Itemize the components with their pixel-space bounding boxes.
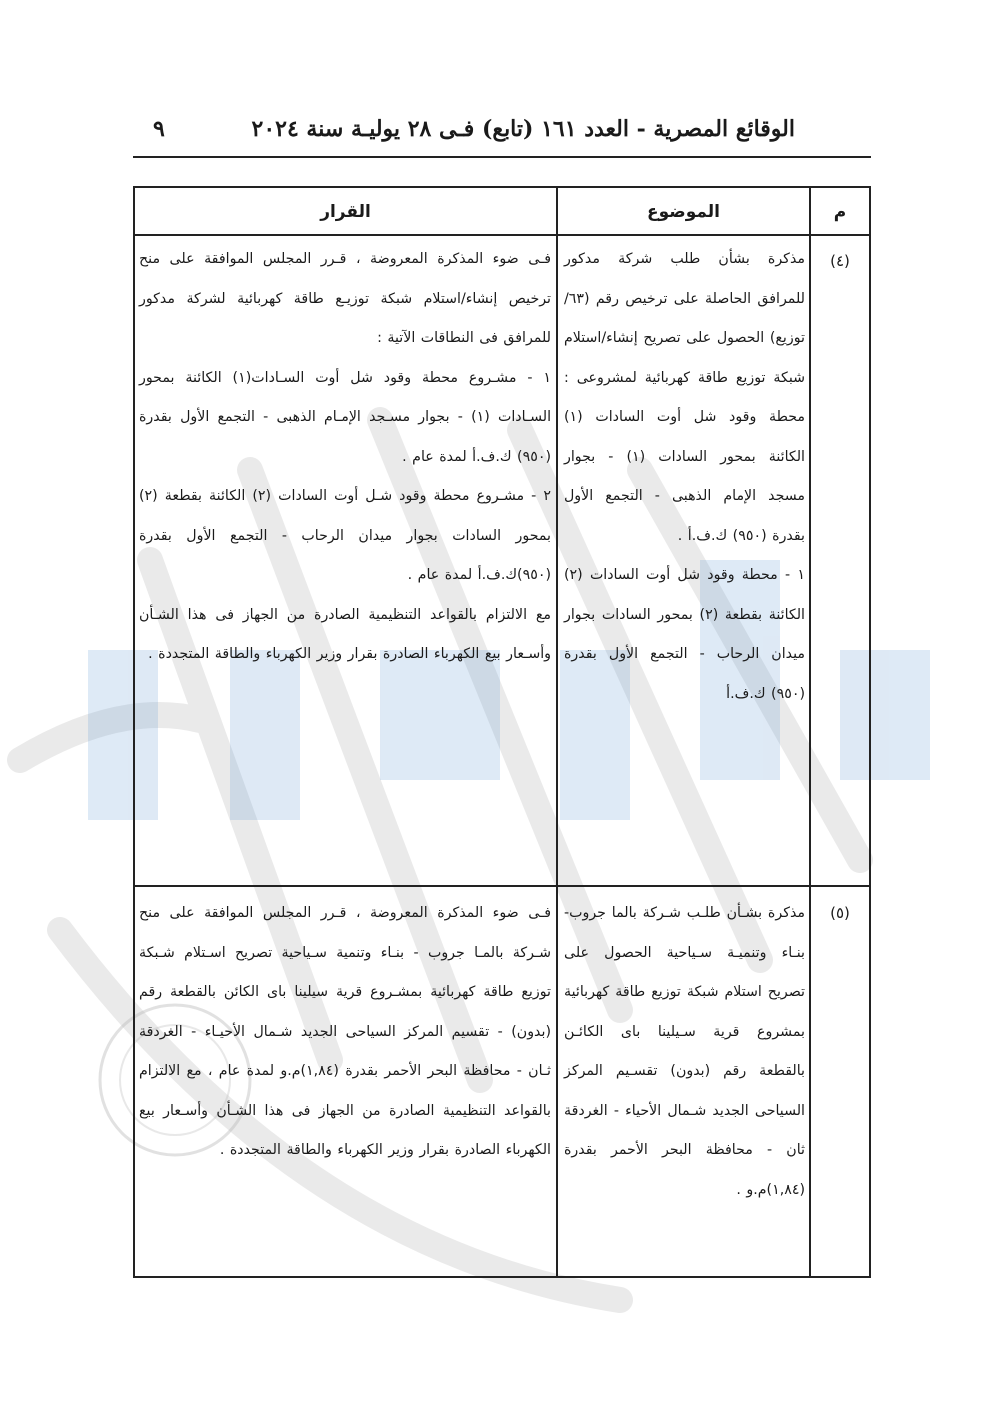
decision-paragraph: مع الالتزام بالقواعد التنظيمية الصادرة من الجهاز فى هذا الشـأن وأسـعار بيع الكهرباء الصادرة بقرار وزير الكهرباء والطاقة المتجددة . — [139, 606, 551, 662]
subject-text: مذكرة بشـأن طلـب شـركة بالما جروب-بنـاء وتنميـة سـياحية الحصول على تصريح استلام شبكة توزيع طاقة كهربائية بمشروع قرية سـيلينا باى الكائـن بالقطعة رقم (بدون) تقسـيم المركز السياحى الجديد شـمال الأحياء - الغردقة ثان - محافظة البحر الأحمر بقدرة (١,٨٤)م.و . — [564, 905, 805, 1198]
decision-paragraph: ١ - مشـروع محطة وقود شل أوت السـادات(١) الكائنة بمحور السـادات (١) - بجوار مسـجد الإمـام الذهبى - التجمع الأول بقدرة (٩٥٠) ك.ف.أ لمدة عام . — [139, 369, 552, 465]
page-header — [133, 112, 871, 158]
column-header-number: م — [833, 202, 847, 222]
page-number: ٩ — [153, 116, 165, 142]
row-subject — [564, 894, 805, 1210]
row-number: (٥) — [830, 904, 850, 922]
column-divider — [556, 188, 558, 1276]
column-divider — [809, 188, 811, 1276]
publication-title: الوقائع المصرية - العدد ١٦١ (تابع) فـى ٢٨ يوليـة سنة ٢٠٢٤ — [251, 116, 795, 142]
subject-text: مذكرة بشأن طلب شركة مدكور للمرافق الحاصلة على ترخيص رقم (٦٣/توزيع) الحصول على تصريح إنشاء/استلام شبكة توزيع طاقة كهربائية لمشروعى : محطة وقود شل أوت السادات (١) الكائنة بمحور السادات (١) - بجوار مسجد الإمام الذهبى - التجمع الأول بقدرة (٩٥٠) ك.ف.أ . — [564, 251, 805, 544]
row-divider — [135, 885, 869, 887]
decision-paragraph: فـى ضوء المذكرة المعروضة ، قـرر المجلس الموافقة على منح شـركة بالمـا جروب - بنـاء وتنمية سـياحية تصريح اسـتلام شـبكة توزيع طاقة كهربائية بمشـروع قرية سيلينا باى الكائن بالقطعة رقم (بدون) - تقسيم المركز السياحى الجديد شـمال الأحيـاء - الغردقة ثـان - محافظة البحر الأحمر بقدرة (١,٨٤)م.و لمدة عام ، مع الالتزام بالقواعد التنظيمية الصادرة من الجهاز فى هذا الشـأن وأسـعار بيع الكهرباء الصادرة بقرار وزير الكهرباء والطاقة المتجددة . — [139, 905, 551, 1158]
decisions-table — [133, 186, 871, 1278]
row-subject — [564, 240, 805, 714]
column-header-subject: الموضوع — [647, 202, 720, 222]
column-header-decision: القرار — [320, 202, 371, 222]
decision-paragraph: ٢ - مشـروع محطة وقود شـل أوت السادات (٢) الكائنة بقطعة (٢) بمحور السادات بجوار ميدان الرحاب - التجمع الأول بقدرة (٩٥٠)ك.ف.أ لمدة عام . — [139, 488, 551, 583]
row-number: (٤) — [830, 252, 850, 270]
row-decision — [139, 240, 551, 675]
subject-text-extra: ١ - محطة وقود شل أوت السادات (٢) الكائنة بقطعة (٢) بمحور السادات بجوار ميدان الرحاب - التجمع الأول بقدرة (٩٥٠) ك.ف.أ — [564, 567, 805, 702]
decision-paragraph: فـى ضوء المذكرة المعروضة ، قـرر المجلس الموافقة على منح ترخيص إنشاء/استلام شبكة توزيـع طاقة كهربائية لشركة مدكور للمرافق فى النطاقات الآتية : — [139, 251, 551, 346]
row-decision — [139, 894, 551, 1171]
